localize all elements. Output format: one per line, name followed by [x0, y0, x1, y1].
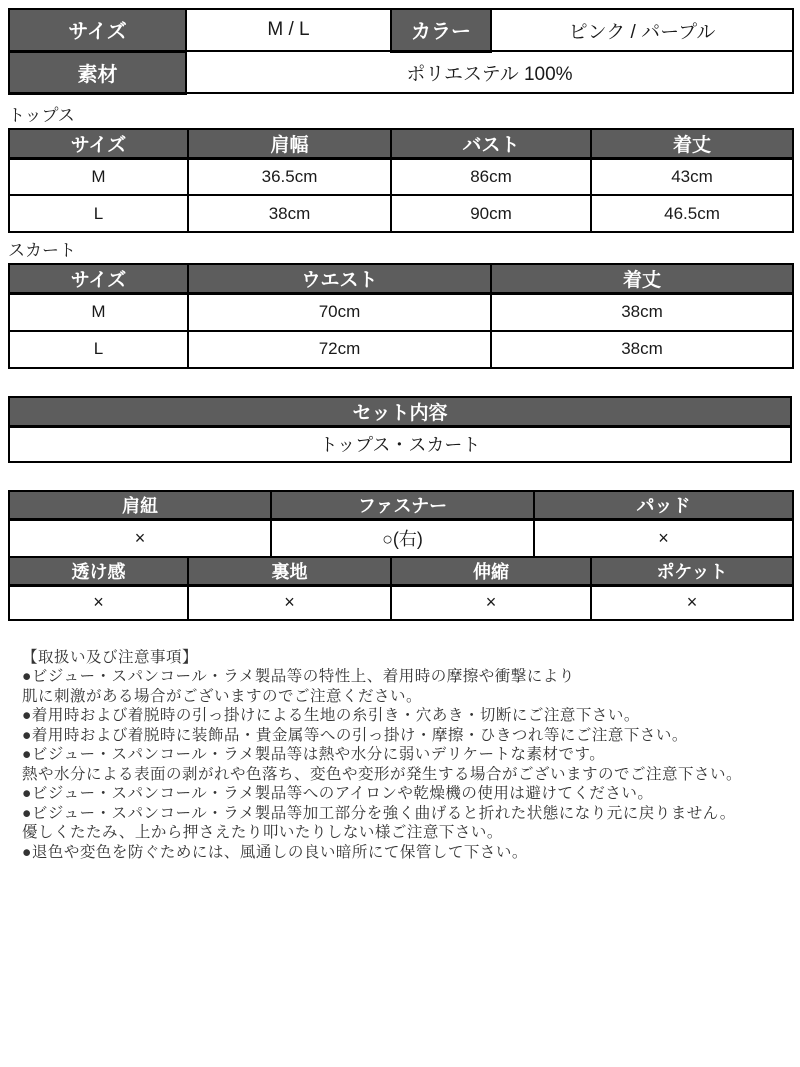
zipper-value-cell: ○(右)	[271, 520, 534, 557]
features-table-1	[8, 490, 794, 558]
notes-line: 優しくたたみ、上から押さえたり叩いたりしない様ご注意下さい。	[22, 824, 503, 841]
color-value-cell: ピンク / パープル	[491, 9, 793, 51]
lining-header-cell: 裏地	[188, 557, 391, 586]
strap-value-cell: ×	[9, 520, 271, 557]
features1-value-row	[9, 520, 793, 557]
tops-size-table	[8, 128, 794, 234]
notes-line: ●ビジュー・スパンコール・ラメ製品等の特性上、着用時の摩擦や衝撃により	[22, 668, 575, 685]
skirt-section-label: スカート	[8, 241, 76, 260]
tops-m-length: 43cm	[591, 158, 793, 195]
tops-col-bust: バスト	[391, 129, 591, 159]
notes-line: ●着用時および着脱時の引っ掛けによる生地の糸引き・穴あき・切断にご注意下さい。	[22, 707, 640, 724]
features-table-2	[8, 556, 794, 621]
notes-line: ●ビジュー・スパンコール・ラメ製品等へのアイロンや乾燥機の使用は避けてください。	[22, 785, 654, 802]
skirt-l-size: L	[9, 331, 188, 368]
skirt-m-waist: 70cm	[188, 294, 491, 331]
tops-col-length: 着丈	[591, 129, 793, 159]
material-value-cell: ポリエステル 100%	[186, 51, 793, 93]
notes-line: ●ビジュー・スパンコール・ラメ製品等は熱や水分に弱いデリケートな素材です。	[22, 746, 606, 763]
table-row	[9, 426, 791, 462]
strap-header-cell: 肩紐	[9, 491, 271, 520]
color-header-cell: カラー	[391, 9, 491, 51]
features2-value-row	[9, 586, 793, 620]
handling-notes	[8, 648, 792, 863]
tops-l-length: 46.5cm	[591, 195, 793, 232]
table-row	[9, 294, 793, 331]
skirt-col-waist: ウエスト	[188, 264, 491, 294]
pad-value-cell: ×	[534, 520, 793, 557]
set-contents-table	[8, 396, 792, 464]
features2-header-row	[9, 557, 793, 586]
tops-m-size: M	[9, 158, 188, 195]
tops-col-shoulder: 肩幅	[188, 129, 391, 159]
notes-line: ●退色や変色を防ぐためには、風通しの良い暗所にて保管して下さい。	[22, 843, 528, 861]
tops-l-shoulder: 38cm	[188, 195, 391, 232]
table-row	[9, 195, 793, 232]
lining-value-cell: ×	[188, 586, 391, 620]
skirt-l-length: 38cm	[491, 331, 793, 368]
tops-l-size: L	[9, 195, 188, 232]
pocket-header-cell: ポケット	[591, 557, 793, 586]
tops-m-bust: 86cm	[391, 158, 591, 195]
set-contents-value-cell: トップス・スカート	[9, 426, 791, 462]
notes-line: 肌に刺激がある場合がございますのでご注意ください。	[22, 687, 423, 705]
size-value-cell: M / L	[186, 9, 391, 51]
spec-row-size-color	[9, 9, 793, 51]
tops-l-bust: 90cm	[391, 195, 591, 232]
set-contents-header-row	[9, 397, 791, 427]
pad-header-cell: パッド	[534, 491, 793, 520]
notes-title: 【取扱い及び注意事項】	[22, 648, 199, 666]
stretch-value-cell: ×	[391, 586, 591, 620]
tops-section-label: トップス	[8, 105, 75, 125]
tops-header-row	[9, 129, 793, 159]
notes-line: ●ビジュー・スパンコール・ラメ製品等加工部分を強く曲げると折れた状態になり元に戻りません。	[22, 804, 736, 822]
set-contents-header-cell: セット内容	[9, 397, 791, 427]
spec-table	[8, 8, 794, 95]
size-header-cell: サイズ	[9, 9, 186, 51]
skirt-col-length: 着丈	[491, 264, 793, 294]
sheerness-header-cell: 透け感	[9, 557, 188, 586]
skirt-size-table	[8, 263, 794, 369]
notes-line: ●着用時および着脱時に装飾品・貴金属等への引っ掛け・摩擦・ひきつれ等にご注意下さい。	[22, 726, 688, 744]
stretch-header-cell: 伸縮	[391, 557, 591, 586]
table-row	[9, 331, 793, 368]
pocket-value-cell: ×	[591, 586, 793, 620]
skirt-l-waist: 72cm	[188, 331, 491, 368]
notes-line: 熱や水分による表面の剥がれや色落ち、変色や変形が発生する場合がございますのでご注意下さい。	[22, 765, 743, 783]
skirt-col-size: サイズ	[9, 264, 188, 294]
skirt-m-length: 38cm	[491, 294, 793, 331]
tops-m-shoulder: 36.5cm	[188, 158, 391, 195]
zipper-header-cell: ファスナー	[271, 491, 534, 520]
skirt-m-size: M	[9, 294, 188, 331]
table-row	[9, 158, 793, 195]
features1-header-row	[9, 491, 793, 520]
skirt-header-row	[9, 264, 793, 294]
spec-row-material	[9, 51, 793, 93]
material-header-cell: 素材	[9, 51, 186, 93]
sheerness-value-cell: ×	[9, 586, 188, 620]
tops-col-size: サイズ	[9, 129, 188, 159]
features-section	[8, 490, 792, 621]
